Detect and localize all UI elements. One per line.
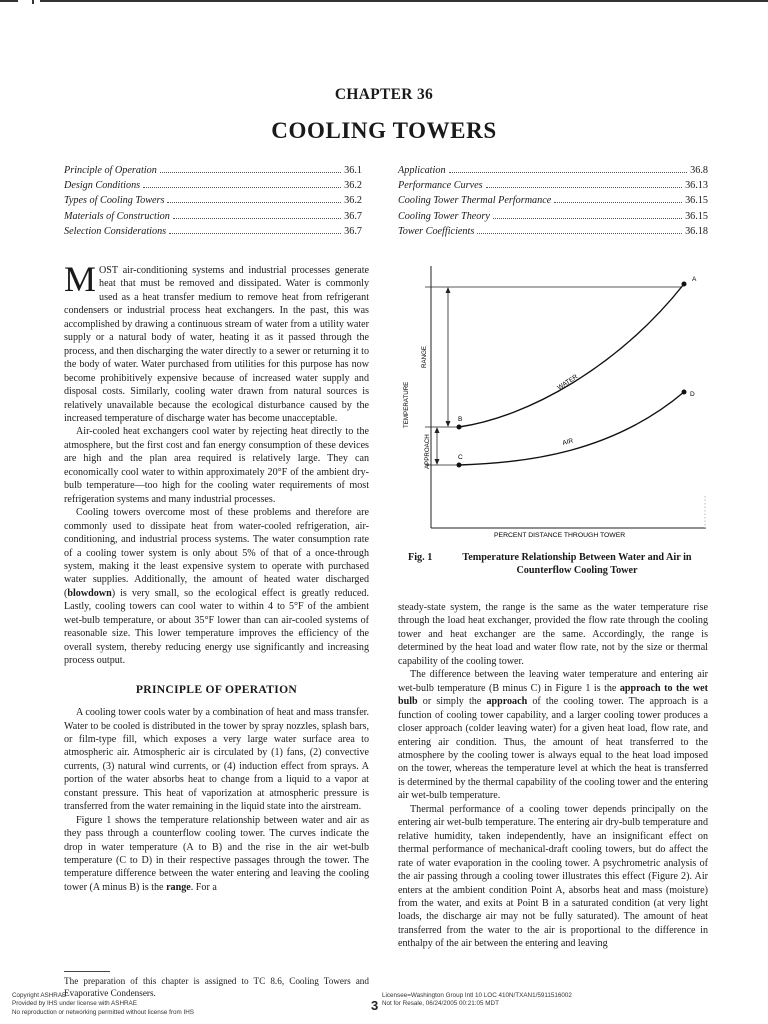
toc-entry[interactable]: Principle of Operation 36.1 bbox=[64, 165, 362, 176]
paragraph: Figure 1 shows the temperature relationship between water and air as they pass through a counterflow cooling tower. The curves indicate the drop in water temperature (A to B) and the rise in the air wet-bulb temperature (C to D) in their respective passages through the tower. The temperature difference between the water entering and leaving the cooling tower (A minus B) is the range. For a bbox=[64, 814, 369, 893]
top-rule bbox=[0, 0, 768, 4]
range-label: RANGE bbox=[421, 345, 428, 368]
paragraph: Thermal performance of a cooling tower depends principally on the entering air wet-bulb temperature. The entering air dry-bulb temperature and relative humidity, taken independently, have an insignificant effect on thermal performance of mechanical-draft cooling towers, but do affect the rate of water evaporation in the cooling tower. A psychrometric analysis of the air passing through a cooling tower illustrates this effect (Figure 2). Air enters at the ambient condition Point A, absorbs heat and mass (moisture) from the water, and exits at Point B in a saturated condition (at very light loads, the discharge air may not be fully saturated). The amount of heat transferred from the water to the air is proportional to the difference in enthalpy of the air between the entering and leaving bbox=[398, 803, 708, 950]
license-number: 3 bbox=[371, 998, 379, 1013]
paragraph: A cooling tower cools water by a combination of heat and mass transfer. Water to be cooled is distributed in the tower by spray nozzles, splash bars, or film-type fill, which exposes a very large water surface area to atmospheric air. Atmospheric air is circulated by (1) fans, (2) convective currents, (3) natural wind currents, or (4) induction effect from sprays. A portion of the water absorbs heat to change from a liquid to a vapor at constant pressure. This heat of vaporization at atmospheric pressure is transferred from the water remaining in the liquid state into the airstream. bbox=[64, 707, 369, 813]
copyright-notice: Copyright ASHRAE Provided by IHS under license with ASHRAE No reproduction or networking permitted without license from IHS bbox=[12, 992, 194, 1016]
point-b-label: B bbox=[458, 416, 463, 423]
point-c-label: C bbox=[458, 454, 463, 461]
paragraph: Cooling towers overcome most of these problems and therefore are commonly used to dissipate heat from water-cooled refrigeration, air-conditioning, and industrial process systems. The water consumption rate of a cooling tower system is only about 5% of that of a once-through system, making it the least expensive system to operate with purchased water supplies. Additionally, the amount of heated water discharged (blowdown) is very small, so the ecological effect is greatly reduced. Lastly, cooling towers can cool water to within 4 to 5°F of the ambient wet-bulb temperature, or about 35°F lower than can air-cooled systems of reasonable size. This lower temperature improves the efficiency of the overall system, thereby reducing energy use significantly and increasing process output. bbox=[64, 507, 369, 667]
approach-label: APPROACH bbox=[424, 434, 431, 469]
toc-entry[interactable]: Cooling Tower Theory 36.15 bbox=[398, 210, 708, 222]
point-d-label: D bbox=[690, 391, 695, 398]
air-label: AIR bbox=[561, 437, 575, 447]
toc-entry[interactable]: Types of Cooling Towers 36.2 bbox=[64, 195, 362, 207]
point-b-marker bbox=[457, 425, 462, 430]
point-d-marker bbox=[682, 390, 687, 395]
toc-entry[interactable]: Design Conditions 36.2 bbox=[64, 180, 362, 192]
chapter-number: CHAPTER 36 bbox=[334, 86, 434, 103]
toc-entry[interactable]: Materials of Construction 36.7 bbox=[64, 210, 362, 222]
footnote: The preparation of this chapter is assigned to TC 8.6, Cooling Towers and Evaporative Condensers. bbox=[64, 976, 369, 998]
license-notice: Licensee=Washington Group Intl 10 LOC 410N/TXAN1/5911516002 Not for Resale, 06/24/2005 00:21:05 MDT bbox=[382, 992, 572, 1008]
point-c-marker bbox=[457, 463, 462, 468]
toc-entry[interactable]: Selection Considerations 36.7 bbox=[64, 225, 362, 237]
paragraph: steady-state system, the range is the same as the water temperature rise through the load heat exchanger, provided the flow rate through the cooling tower and heat exchanger are the same. Accordingly, the range is determined by the heat load and water flow rate, not by the size or thermal capability of the cooling tower. bbox=[398, 602, 708, 667]
figure-1 bbox=[398, 262, 710, 540]
paragraph: The difference between the leaving water temperature and entering air wet-bulb temperature (B minus C) in Figure 1 is the approach to the wet bulb or simply the approach of the cooling tower. The approach is a function of cooling tower capability, and a larger cooling tower produces a closer approach (colder leaving water) for a given heat load, flow rate, and entering air condition. Thus, the amount of heat transferred to the atmosphere by the cooling tower is always equal to the heat load imposed on the tower, whereas the temperature level at which the heat is transferred is determined by the thermal capability of the cooling tower and the entering air wet-bulb temperature. bbox=[398, 669, 708, 802]
chapter-title: COOLING TOWERS bbox=[271, 118, 497, 143]
toc-entry[interactable]: Tower Coefficients 36.18 bbox=[398, 225, 708, 237]
footnote-rule bbox=[64, 971, 110, 972]
air-curve bbox=[459, 392, 684, 465]
body-column-right bbox=[398, 601, 708, 951]
drop-cap: M bbox=[64, 259, 97, 299]
point-a-label: A bbox=[692, 276, 697, 283]
water-curve bbox=[459, 284, 684, 427]
point-a-marker bbox=[682, 282, 687, 287]
toc-entry[interactable]: Performance Curves 36.13 bbox=[398, 180, 708, 192]
toc-entry[interactable]: Application 36.8 bbox=[398, 165, 708, 176]
body-column-left bbox=[64, 259, 369, 894]
water-label: WATER bbox=[556, 373, 580, 392]
toc-left bbox=[64, 163, 362, 239]
intro-paragraph: MOST air-conditioning systems and industrial processes generate heat that must be removed and dissipated. Water is commonly used as a heat transfer medium to remove heat from refrigerant condensers or industrial process heat exchangers. In the past, this was accomplished by drawing a continuous stream of water from a utility water supply or a natural body of water, heating it as it passed through the process, and then discharging the water directly to a sewer or returning it to the body of water. Water purchased from utilities for this purpose has now become prohibitively expensive because of increased water supply and disposal costs. Similarly, cooling water drawn from natural sources is relatively unavailable because the ecological disturbance caused by the increased temperature of discharge water has become unacceptable. bbox=[64, 259, 369, 424]
x-axis-label: PERCENT DISTANCE THROUGH TOWER bbox=[494, 532, 626, 539]
figure-diagram bbox=[398, 262, 710, 540]
section-heading: PRINCIPLE OF OPERATION bbox=[135, 682, 298, 696]
temperature-axis-label: TEMPERATURE bbox=[403, 381, 410, 428]
toc-right bbox=[398, 163, 708, 239]
toc-entry[interactable]: Cooling Tower Thermal Performance 36.15 bbox=[398, 195, 708, 207]
figure-number: Fig. 1 bbox=[408, 552, 433, 563]
figure-caption-text: Temperature Relationship Between Water and Air in Counterflow Cooling Tower bbox=[462, 552, 692, 577]
paragraph: Air-cooled heat exchangers cool water by rejecting heat directly to the atmosphere, but the first cost and fan energy consumption of these devices are high and the plan area required is relatively large. They can economically cool water to within approximately 20°F of the ambient dry-bulb temperature—too high for the cooling water requirements of most refrigeration systems and many industrial processes. bbox=[64, 426, 369, 505]
